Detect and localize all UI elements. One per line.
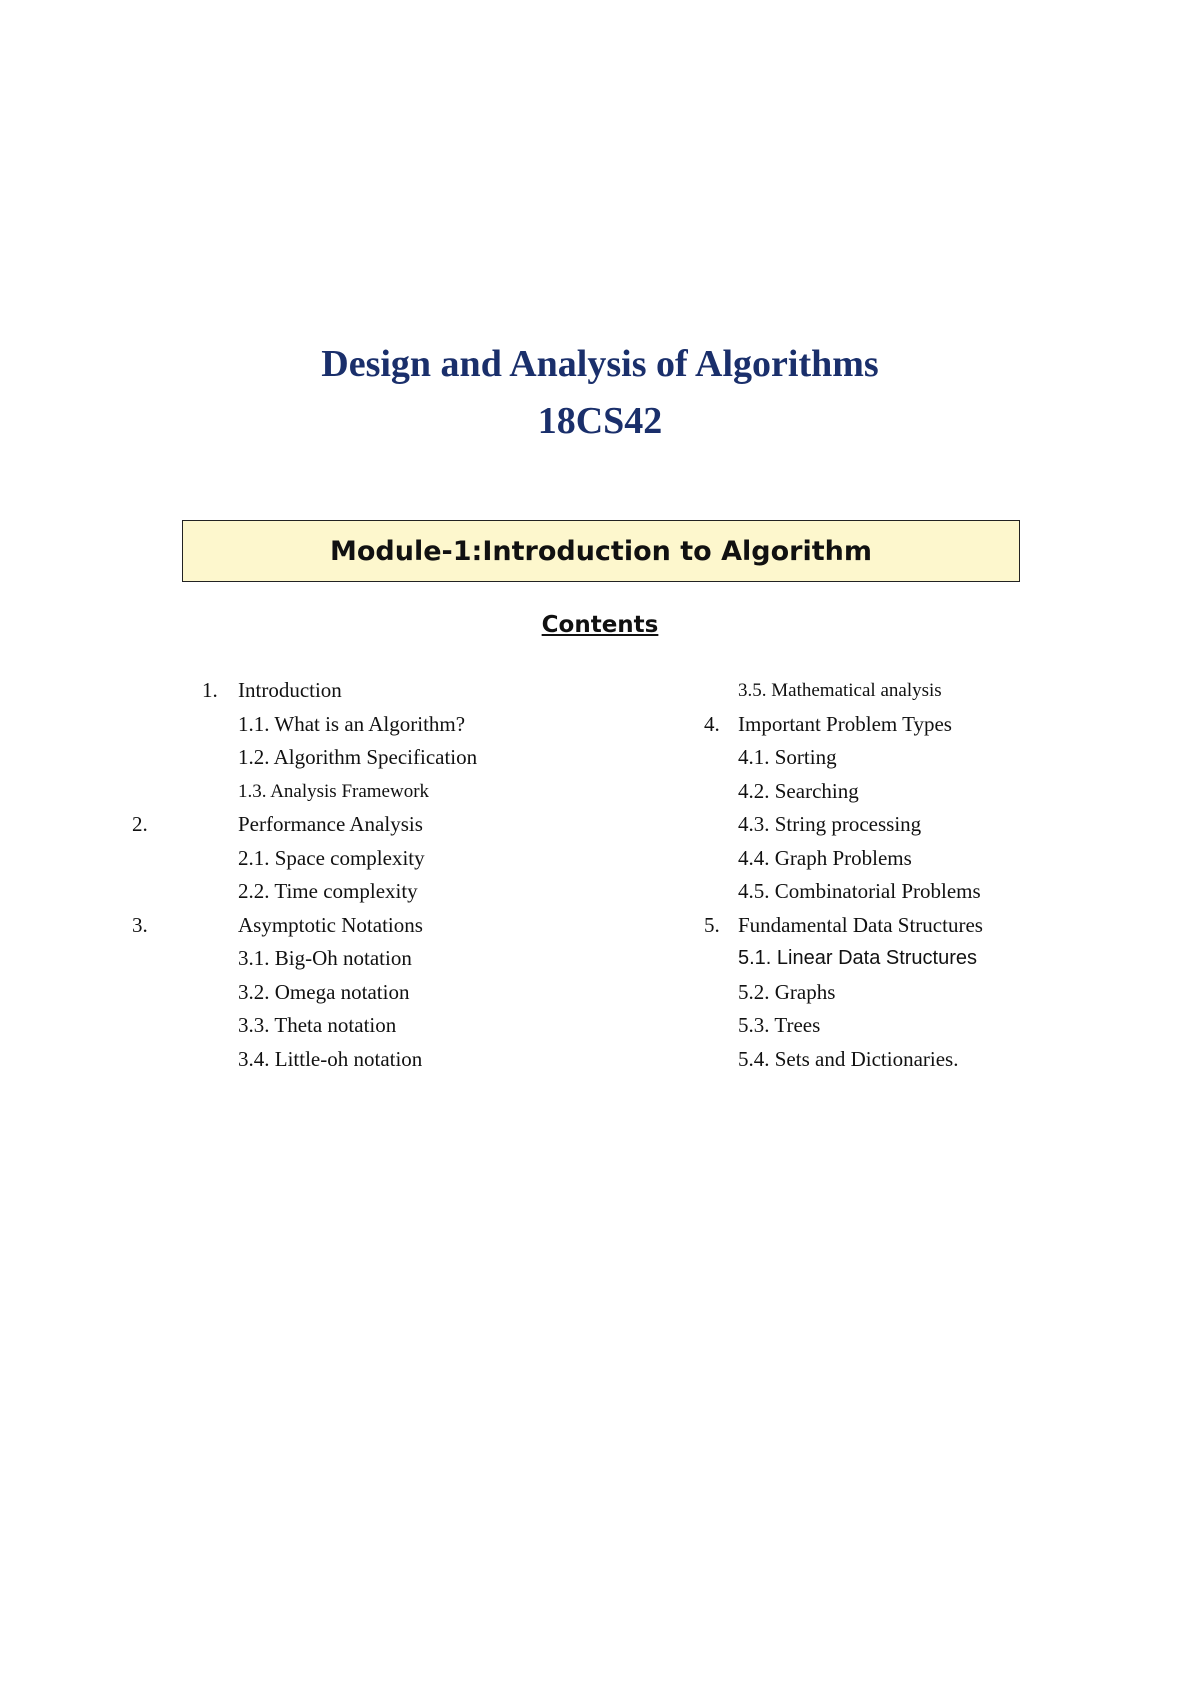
toc-item: [690, 976, 1160, 1010]
toc-item-text: 1.2. Algorithm Specification: [238, 745, 478, 769]
toc-item-text: 4.3. String processing: [738, 812, 922, 836]
toc-item-text: 1.3. Analysis Framework: [238, 780, 430, 802]
toc-item-text: Performance Analysis: [238, 812, 423, 836]
toc-item: [0, 775, 620, 809]
toc-item: [690, 909, 1160, 943]
toc-item-number: 5.: [704, 912, 720, 937]
toc-item-number: 4.: [704, 711, 720, 736]
toc-item-number: 3.: [132, 912, 148, 937]
toc-item: [0, 1043, 620, 1077]
toc-item: [0, 674, 620, 708]
toc-item: [0, 942, 620, 976]
toc-item: [690, 741, 1160, 775]
module-heading: Module-1:Introduction to Algorithm: [330, 535, 872, 567]
toc-item-text: Fundamental Data Structures: [738, 912, 983, 937]
toc-item-text: 4.2. Searching: [738, 778, 859, 803]
toc-item: [690, 1009, 1160, 1043]
toc-item-text: 5.2. Graphs: [738, 979, 836, 1004]
toc-item: [0, 1009, 620, 1043]
contents-heading: Contents: [541, 612, 659, 638]
toc-item-text: 1.1. What is an Algorithm?: [238, 711, 466, 736]
toc-item-text: 3.3. Theta notation: [238, 1013, 397, 1037]
toc-item-text: 4.1. Sorting: [738, 745, 837, 769]
toc-item: [690, 808, 1160, 842]
toc-item: [690, 1043, 1160, 1077]
toc-item-number: 2.: [132, 812, 148, 836]
toc-item: [0, 875, 620, 909]
document-title: Design and Analysis of Algorithms: [321, 343, 879, 385]
toc-item-text: 3.5. Mathematical analysis: [738, 680, 942, 701]
course-code: 18CS42: [537, 400, 663, 442]
toc-item: [0, 842, 620, 876]
toc-item: [0, 708, 620, 742]
toc-item-text: 3.4. Little-oh notation: [238, 1046, 423, 1071]
toc-item-text: 5.3. Trees: [738, 1013, 821, 1037]
toc-item-text: Asymptotic Notations: [238, 912, 423, 937]
toc-item: [690, 842, 1160, 876]
toc-item-text: 4.5. Combinatorial Problems: [738, 879, 981, 903]
toc-item: [690, 942, 1160, 976]
toc-item: [690, 708, 1160, 742]
toc-item-number: 1.: [202, 678, 218, 702]
toc-item: [0, 808, 620, 842]
toc-item: [690, 875, 1160, 909]
toc-item: [690, 775, 1160, 809]
toc-item: [0, 741, 620, 775]
toc-item-text: 2.2. Time complexity: [238, 879, 418, 903]
toc-item: [690, 674, 1160, 708]
toc-item-text: 5.4. Sets and Dictionaries.: [738, 1046, 959, 1071]
toc-left-column: [0, 674, 620, 1076]
toc-item-text: 4.4. Graph Problems: [738, 845, 912, 870]
toc-right-column: [690, 674, 1160, 1076]
module-heading-box: [182, 520, 1020, 582]
toc-item: [0, 976, 620, 1010]
toc-item-text: 3.1. Big-Oh notation: [238, 946, 412, 970]
toc-item-text: Introduction: [238, 678, 342, 702]
toc-item-text: Important Problem Types: [738, 711, 952, 736]
toc-item-text: 2.1. Space complexity: [238, 845, 425, 870]
toc-item-text: 3.2. Omega notation: [238, 979, 410, 1004]
toc-item: [0, 909, 620, 943]
toc-item-text: 5.1. Linear Data Structures: [738, 947, 978, 969]
